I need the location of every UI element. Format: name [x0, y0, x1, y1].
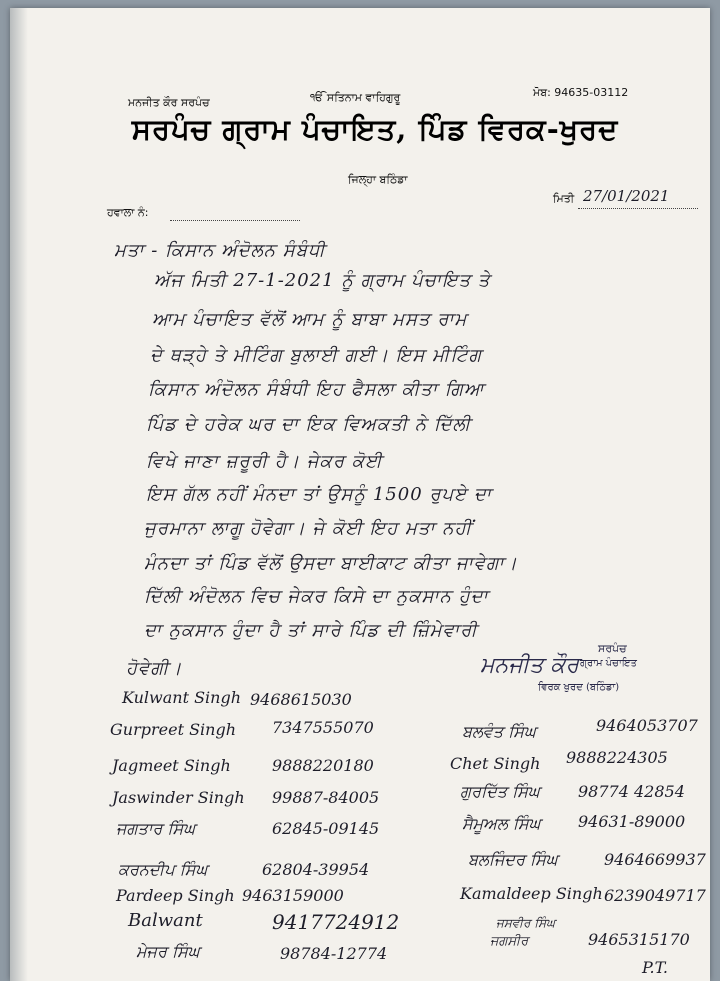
signatory-left-8-name: Balwant — [128, 910, 203, 931]
signatory-right-2-phone: 9888224305 — [566, 748, 668, 767]
signatory-right-4-name: ਸੈਮੂਅਲ ਸਿੰਘ — [462, 814, 541, 833]
signatory-right-5-phone: 9464669937 — [604, 850, 706, 869]
signatory-left-5-name: ਜਗਤਾਰ ਸਿੰਘ — [116, 819, 196, 838]
reference-label: ਹਵਾਲਾ ਨੰ: — [107, 206, 149, 219]
paper-shadow — [10, 8, 28, 981]
signatory-left-4-name: Jaswinder Singh — [112, 788, 245, 807]
resolution-line-3: ਆਮ ਪੰਚਾਇਤ ਵੱਲੋਂ ਆਮ ਨੂੰ ਬਾਬਾ ਮਸਤ ਰਾਮ — [152, 309, 468, 330]
signatory-right-6-phone: 6239049717 — [604, 886, 706, 905]
signatory-left-6-name: ਕਰਨਦੀਪ ਸਿੰਘ — [118, 860, 208, 879]
district: ਜਿਲ੍ਹਾ ਬਠਿੰਡਾ — [348, 173, 408, 186]
stamp-role: ਸਰਪੰਚ — [598, 642, 627, 655]
resolution-line-11: ਦਿੱਲੀ ਅੰਦੋਲਨ ਵਿਚ ਜੇਕਰ ਕਿਸੇ ਦਾ ਨੁਕਸਾਨ ਹੁੰਦਾ — [144, 586, 489, 607]
date-value: 27/01/2021 — [583, 187, 670, 205]
stamp-body: ਗ੍ਰਾਮ ਪੰਚਾਇਤ — [580, 658, 637, 669]
sarpanch-name: ਮਨਜੀਤ ਕੌਰ ਸਰਪੰਚ — [128, 96, 210, 109]
signatory-left-6-phone: 62804-39954 — [262, 860, 370, 879]
resolution-line-9: ਜੁਰਮਾਨਾ ਲਾਗੂ ਹੋਵੇਗਾ। ਜੇ ਕੋਈ ਇਹ ਮਤਾ ਨਹੀਂ — [144, 518, 472, 539]
signatory-left-3-name: Jagmeet Singh — [112, 756, 231, 775]
page-turn-mark: P.T. — [642, 958, 669, 977]
signatory-left-1-phone: 9468615030 — [250, 690, 352, 709]
resolution-line-7: ਵਿਖੇ ਜਾਣਾ ਜ਼ਰੂਰੀ ਹੈ। ਜੇਕਰ ਕੋਈ — [146, 451, 383, 472]
resolution-line-8: ਇਸ ਗੱਲ ਨਹੀਂ ਮੰਨਦਾ ਤਾਂ ਉਸਨੂੰ 1500 ਰੁਪਏ ਦਾ — [146, 484, 492, 505]
signatory-right-6-name: Kamaldeep Singh — [460, 884, 603, 903]
signatory-left-9-name: ਮੇਜਰ ਸਿੰਘ — [136, 942, 200, 961]
signatory-right-7-name: ਜਸਵੀਰ ਸਿੰਘ — [496, 916, 555, 930]
mobile-number: ਮੋਬ: 94635-03112 — [533, 86, 629, 99]
signatory-right-4-phone: 94631-89000 — [578, 812, 686, 831]
signatory-left-7-phone: 9463159000 — [242, 886, 344, 905]
date-line — [578, 208, 698, 209]
resolution-line-10: ਮੰਨਦਾ ਤਾਂ ਪਿੰਡ ਵੱਲੋਂ ਉਸਦਾ ਬਾਈਕਾਟ ਕੀਤਾ ਜਾਵੇਗਾ। — [144, 553, 518, 574]
resolution-line-1: ਮਤਾ - ਕਿਸਾਨ ਅੰਦੋਲਨ ਸੰਬੰਧੀ — [114, 240, 326, 261]
signatory-right-5-name: ਬਲਜਿੰਦਰ ਸਿੰਘ — [468, 850, 558, 869]
signatory-left-2-phone: 7347555070 — [272, 718, 374, 737]
signatory-right-1-name: ਬਲਵੰਤ ਸਿੰਘ — [462, 722, 536, 741]
resolution-line-12: ਦਾ ਨੁਕਸਾਨ ਹੁੰਦਾ ਹੈ ਤਾਂ ਸਾਰੇ ਪਿੰਡ ਦੀ ਜ਼ਿੰਮੇਵਾਰੀ — [144, 620, 478, 641]
date-label: ਮਿਤੀ — [553, 192, 575, 205]
panchayat-stamp — [488, 640, 658, 710]
signatory-left-2-name: Gurpreet Singh — [110, 720, 237, 739]
resolution-line-5: ਕਿਸਾਨ ਅੰਦੋਲਨ ਸੰਬੰਧੀ ਇਹ ਫੈਸਲਾ ਕੀਤਾ ਗਿਆ — [148, 379, 485, 400]
signatory-right-3-phone: 98774 42854 — [578, 782, 685, 801]
signatory-left-7-name: Pardeep Singh — [116, 886, 235, 905]
resolution-line-6: ਪਿੰਡ ਦੇ ਹਰੇਕ ਘਰ ਦਾ ਇਕ ਵਿਅਕਤੀ ਨੇ ਦਿੱਲੀ — [146, 414, 472, 435]
signatory-right-1-phone: 9464053707 — [596, 716, 698, 735]
resolution-line-2: ਅੱਜ ਮਿਤੀ 27-1-2021 ਨੂੰ ਗ੍ਰਾਮ ਪੰਚਾਇਤ ਤੇ — [154, 270, 491, 291]
signatory-left-3-phone: 9888220180 — [272, 756, 374, 775]
reference-line — [170, 220, 300, 221]
signatory-right-3-name: ਗੁਰਦਿੱਤ ਸਿੰਘ — [460, 782, 540, 801]
signatory-right-8-name: ਜਗਸੀਰ — [490, 934, 529, 949]
stamp-village: ਵਿਰਕ ਖੁਰਦ (ਬਠਿੰਡਾ) — [538, 682, 620, 693]
document-page — [10, 8, 710, 981]
signatory-right-2-name: Chet Singh — [450, 754, 541, 773]
signatory-left-9-phone: 98784-12774 — [280, 944, 388, 963]
resolution-line-4: ਦੇ ਥੜ੍ਹੇ ਤੇ ਮੀਟਿੰਗ ਬੁਲਾਈ ਗਈ। ਇਸ ਮੀਟਿੰਗ — [150, 345, 483, 366]
signatory-right-8-phone: 9465315170 — [588, 930, 690, 949]
resolution-line-13: ਹੋਵੇਗੀ। — [126, 658, 183, 679]
signatory-left-8-phone: 9417724912 — [272, 910, 400, 934]
letterhead-title: ਸਰਪੰਚ ਗ੍ਰਾਮ ਪੰਚਾਇਤ, ਪਿੰਡ ਵਿਰਕ-ਖੁਰਦ — [131, 112, 619, 146]
signatory-left-1-name: Kulwant Singh — [122, 688, 242, 707]
invocation: ੴ ਸਤਿਨਾਮ ਵਾਹਿਗੁਰੂ — [310, 91, 401, 104]
signatory-left-4-phone: 99887-84005 — [272, 788, 380, 807]
sarpanch-signature: ਮਨਜੀਤ ਕੌਰ — [480, 653, 579, 678]
signatory-left-5-phone: 62845-09145 — [272, 819, 380, 838]
